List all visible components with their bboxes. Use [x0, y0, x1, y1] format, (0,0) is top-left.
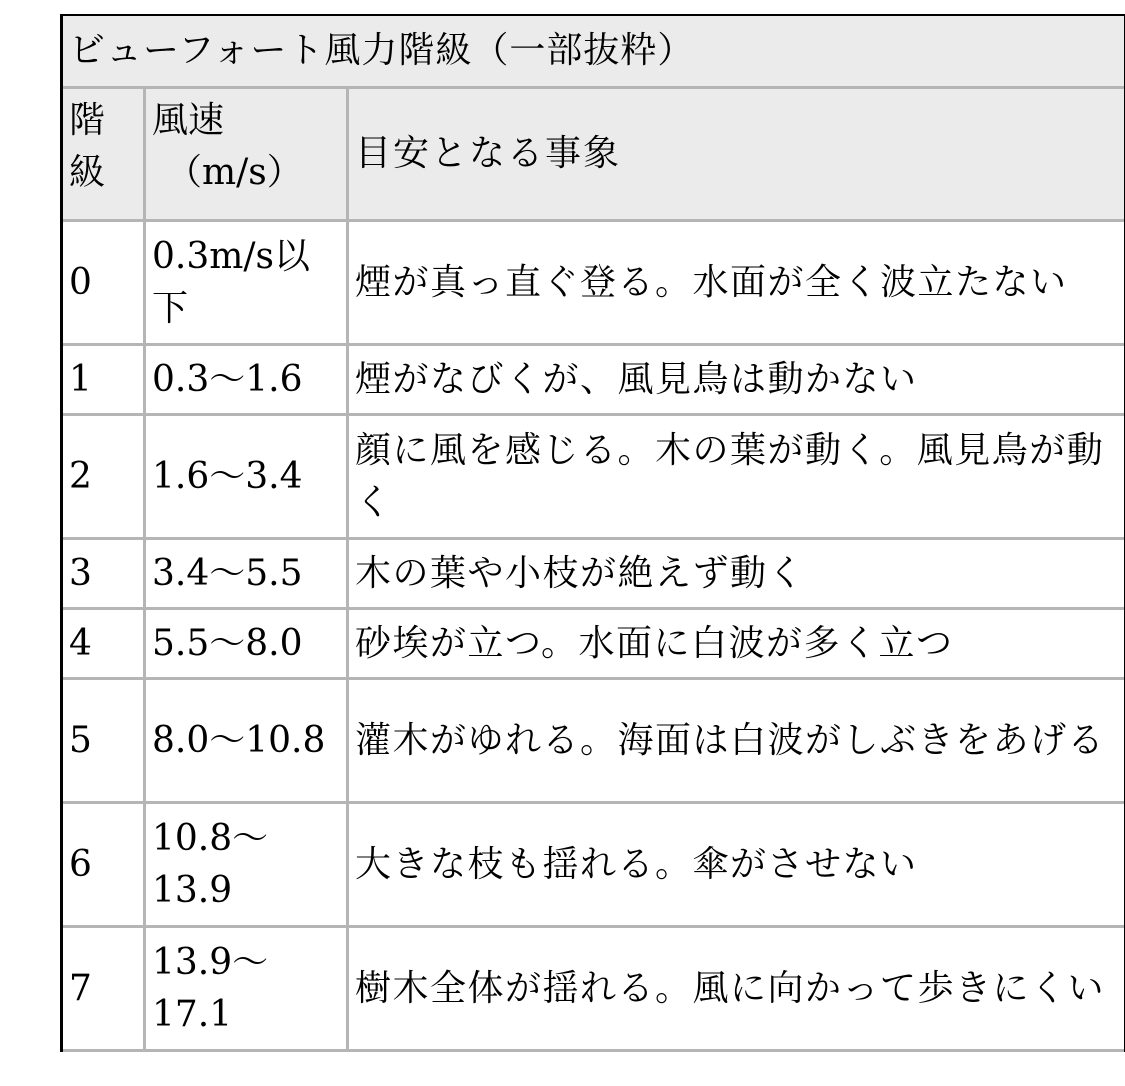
row-level: 2: [63, 416, 146, 540]
row-level: 6: [63, 804, 146, 928]
row-level: 7: [63, 928, 146, 1052]
row-phenomenon: 顔に風を感じる。木の葉が動く。風見鳥が動く: [349, 416, 1124, 540]
row-speed: 1.6〜3.4: [146, 416, 349, 540]
header-speed: 風速 （m/s）: [146, 89, 349, 222]
row-level: 0: [63, 222, 146, 346]
row-phenomenon: 大きな枝も揺れる。傘がさせない: [349, 804, 1124, 928]
table-row: [63, 680, 1124, 804]
beaufort-table: [60, 14, 1125, 1052]
table-title: ビューフォート風力階級（一部抜粋）: [63, 16, 1124, 89]
table-row: [63, 222, 1124, 346]
row-phenomenon: 樹木全体が揺れる。風に向かって歩きにくい: [349, 928, 1124, 1052]
row-speed: 10.8〜13.9: [146, 804, 349, 928]
row-level: 5: [63, 680, 146, 804]
row-speed: 3.4〜5.5: [146, 540, 349, 610]
table-row: [63, 540, 1124, 610]
table-header-row: [63, 89, 1124, 222]
table-row: [63, 610, 1124, 680]
row-level: 1: [63, 346, 146, 416]
row-speed: 5.5〜8.0: [146, 610, 349, 680]
row-speed: 13.9〜17.1: [146, 928, 349, 1052]
row-speed: 0.3〜1.6: [146, 346, 349, 416]
header-level: 階級: [63, 89, 146, 222]
row-phenomenon: 木の葉や小枝が絶えず動く: [349, 540, 1124, 610]
row-phenomenon: 砂埃が立つ。水面に白波が多く立つ: [349, 610, 1124, 680]
table-title-row: [63, 16, 1124, 89]
row-speed: 8.0〜10.8: [146, 680, 349, 804]
row-level: 3: [63, 540, 146, 610]
header-speed-unit: （m/s）: [166, 152, 303, 193]
row-phenomenon: 灌木がゆれる。海面は白波がしぶきをあげる: [349, 680, 1124, 804]
row-phenomenon: 煙が真っ直ぐ登る。水面が全く波立たない: [349, 222, 1124, 346]
table-row: [63, 804, 1124, 928]
table-row: [63, 346, 1124, 416]
table-row: [63, 928, 1124, 1052]
row-phenomenon: 煙がなびくが、風見鳥は動かない: [349, 346, 1124, 416]
row-speed: 0.3m/s以下: [146, 222, 349, 346]
header-phenomenon: 目安となる事象: [349, 89, 1124, 222]
table-row: [63, 416, 1124, 540]
row-level: 4: [63, 610, 146, 680]
